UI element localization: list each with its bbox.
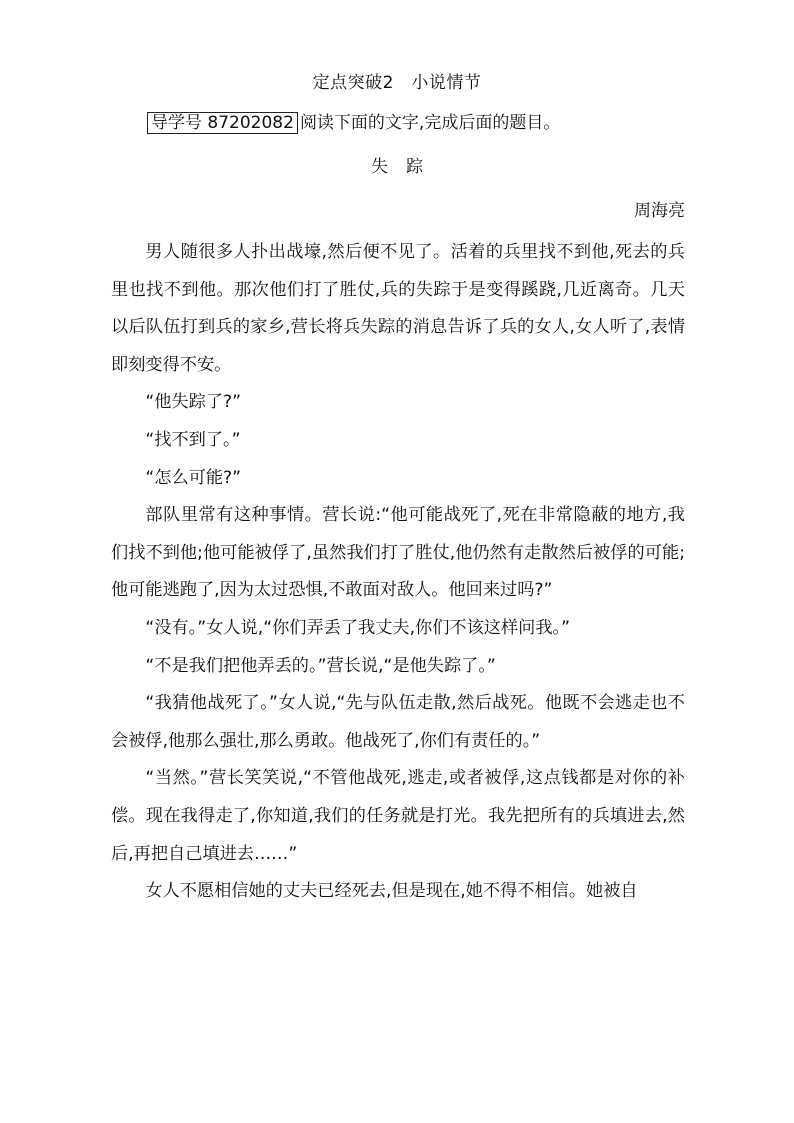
paragraph: “没有。”女人说,“你们弄丢了我丈夫,你们不该这样问我。” (145, 617, 571, 638)
paragraph: “我猜他战死了。”女人说,“先与队伍走散,然后战死。他既不会逃走也不会被俘,他那么强壮,那么勇敢。他战死了,你们有责任的。” (111, 693, 685, 751)
paragraph: 女人不愿相信她的丈夫已经死去,但是现在,她不得不相信。她被自 (145, 881, 638, 902)
story-author: 周海亮 (634, 201, 685, 221)
paragraph: 部队里常有这种事情。营长说:“他可能战死了,死在非常隐蔽的地方,我们找不到他;他可能被俘了,虽然我们打了胜仗,他仍然有走散然后被俘的可能;他可能逃跑了,因为太过恐惧,不敢面对敌人。他回来过吗?” (111, 505, 685, 601)
guide-line (147, 108, 560, 134)
section-heading: 定点突破2 小说情节 (312, 73, 482, 93)
story-body (111, 234, 685, 911)
paragraph: “找不到了。” (145, 429, 241, 450)
paragraph: “他失踪了?” (145, 392, 242, 413)
story-title: 失踪 (371, 157, 441, 177)
paragraph: 男人随很多人扑出战壕,然后便不见了。活着的兵里找不到他,死去的兵里也找不到他。那次他们打了胜仗,兵的失踪于是变得蹊跷,几近离奇。几天以后队伍打到兵的家乡,营长将兵失踪的消息告诉了兵的女人,女人听了,表情即刻变得不安。 (111, 242, 685, 375)
paragraph: “怎么可能?” (145, 467, 242, 488)
paragraph: “当然。”营长笑笑说,“不管他战死,逃走,或者被俘,这点钱都是对你的补偿。现在我得走了,你知道,我们的任务就是打光。我先把所有的兵填进去,然后,再把自己填进去……” (111, 768, 685, 864)
guide-instruction: 阅读下面的文字,完成后面的题目。 (299, 113, 561, 133)
paragraph: “不是我们把他弄丢的。”营长说,“是他失踪了。” (145, 655, 496, 676)
guide-number-box: 导学号 87202082 (147, 112, 298, 134)
